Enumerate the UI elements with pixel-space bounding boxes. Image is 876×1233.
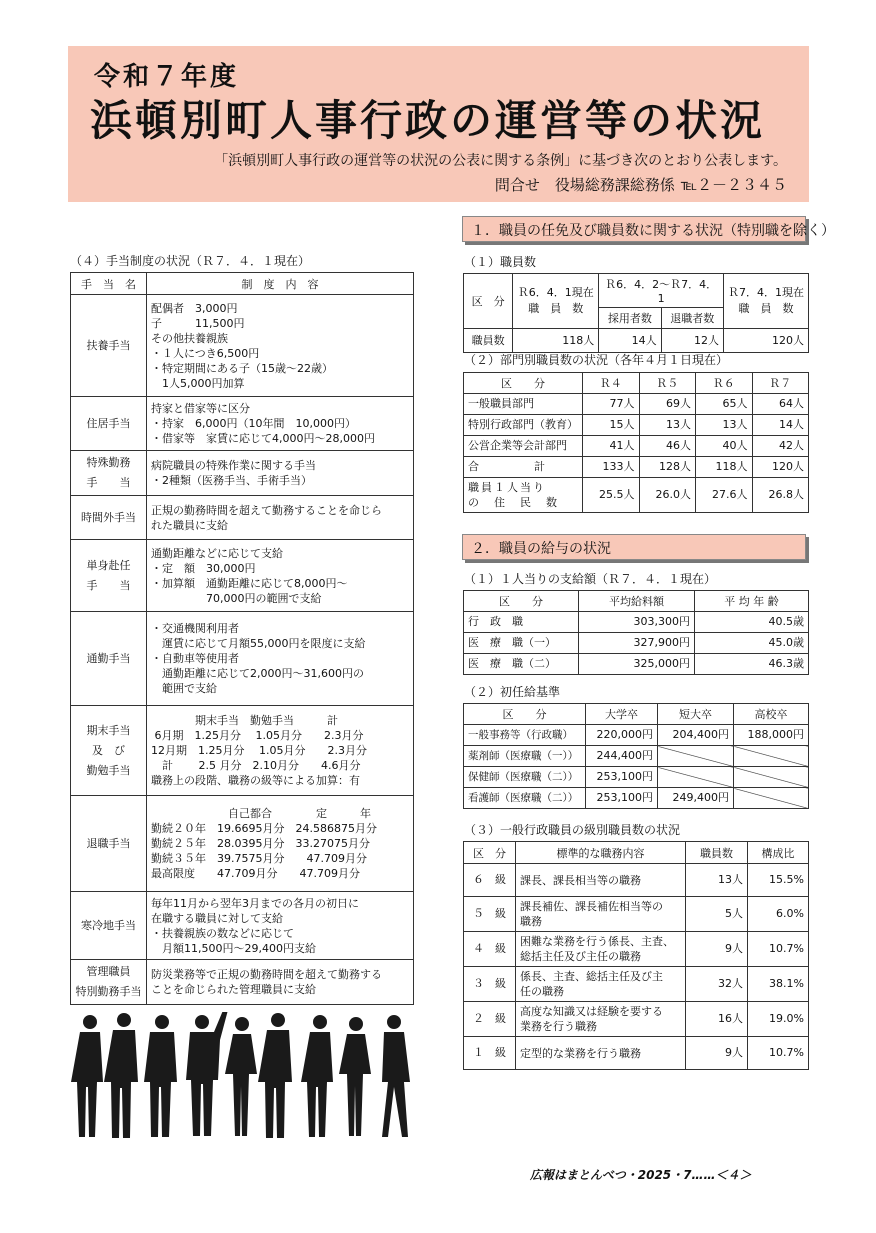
avg-pay-value: 327,900円 <box>579 633 695 654</box>
starting-pay-value: 188,000円 <box>734 725 809 746</box>
dept-staff-value: 25.5人 <box>583 478 640 513</box>
avg-pay-table <box>463 590 809 675</box>
allowance-name: 特殊勤務 手 当 <box>71 451 147 496</box>
allowance-name: 住居手当 <box>71 397 147 451</box>
starting-pay-empty-cell <box>734 788 809 809</box>
grade-row <box>464 1002 809 1037</box>
dept-staff-col-header: Ｒ５ <box>639 373 696 394</box>
avg-pay-label: 行 政 職 <box>464 612 579 633</box>
dept-staff-value: 69人 <box>639 394 696 415</box>
allowance-content: 毎年11月から翌年3月までの各月の初日に 在職する職員に対して支給 ・扶養親族の数などに応じて 月額11,500円～29,400円支給 <box>147 892 414 960</box>
grade-ratio: 38.1% <box>748 967 809 1002</box>
dept-staff-header <box>464 373 809 394</box>
allowance-row <box>71 540 414 612</box>
dept-staff-table <box>463 372 809 513</box>
dept-staff-col-header: Ｒ７ <box>752 373 809 394</box>
starting-pay-header <box>464 704 809 725</box>
starting-pay-label: 看護師（医療職（二）） <box>464 788 586 809</box>
allowance-row <box>71 451 414 496</box>
allowance-name: 扶養手当 <box>71 295 147 397</box>
starting-pay-row <box>464 746 809 767</box>
allowance-content: 期末手当 勤勉手当 計 6月期 1.25月分 1.05月分 2.3月分 12月期 1.25月分 1.05月分 2.3月分 計 2.5 月分 2.10月分 4.6月分 職務上の段階、職務の級等による加算：有 <box>147 706 414 796</box>
dept-staff-value: 26.8人 <box>752 478 809 513</box>
staff-count-table <box>463 273 809 353</box>
starting-pay-row <box>464 767 809 788</box>
staff-count-h-retired: 退職者数 <box>661 308 723 329</box>
staff-count-label: 職員数 <box>464 329 513 353</box>
staff-count-value: 12人 <box>661 329 723 353</box>
grade-table <box>463 841 809 1070</box>
starting-pay-row <box>464 788 809 809</box>
allowance-name: 管理職員 特別勤務手当 <box>71 960 147 1005</box>
grade-duty: 課長、課長相当等の職務 <box>516 864 686 897</box>
allowance-heading: （４）手当制度の状況（Ｒ７．４．１現在） <box>70 254 311 268</box>
grade-count: 32人 <box>686 967 748 1002</box>
grade-row <box>464 967 809 1002</box>
starting-pay-col-header: 大学卒 <box>586 704 658 725</box>
allowance-name: 単身赴任 手 当 <box>71 540 147 612</box>
avg-pay-col-header: 平均給料額 <box>579 591 695 612</box>
grade-col-header: 標準的な職務内容 <box>516 842 686 864</box>
avg-pay-label: 医 療 職（二） <box>464 654 579 675</box>
dept-staff-row <box>464 436 809 457</box>
avg-pay-heading: （１）１人当りの支給額（Ｒ７．４．１現在） <box>464 572 717 586</box>
grade-duty: 高度な知識又は経験を要する 業務を行う職務 <box>516 1002 686 1037</box>
starting-pay-heading: （２）初任給基準 <box>464 685 561 699</box>
grade-rows <box>464 864 809 1070</box>
avg-pay-value: 325,000円 <box>579 654 695 675</box>
grade-row <box>464 897 809 932</box>
section2-title: ２．職員の給与の状況 <box>462 534 806 560</box>
starting-pay-col-header: 短大卒 <box>658 704 734 725</box>
dept-staff-value: 14人 <box>752 415 809 436</box>
starting-pay-value: 244,400円 <box>586 746 658 767</box>
grade-count: 16人 <box>686 1002 748 1037</box>
dept-staff-value: 13人 <box>639 415 696 436</box>
avg-pay-value: 40.5歳 <box>695 612 809 633</box>
allowance-row <box>71 892 414 960</box>
grade-heading: （３）一般行政職員の級別職員数の状況 <box>464 823 681 837</box>
starting-pay-value: 253,100円 <box>586 767 658 788</box>
contact-text: 問合せ 役場総務課総務係 <box>494 176 675 194</box>
dept-staff-value: 128人 <box>639 457 696 478</box>
dept-staff-value: 65人 <box>696 394 753 415</box>
grade-row <box>464 1037 809 1070</box>
dept-staff-value: 64人 <box>752 394 809 415</box>
grade-col-header: 構成比 <box>748 842 809 864</box>
dept-staff-label: 職員１人当り の 住 民 数 <box>464 478 583 513</box>
allowance-content: 防災業務等で正規の勤務時間を超えて勤務する ことを命じられた管理職員に支給 <box>147 960 414 1005</box>
grade-label: ２ 級 <box>464 1002 516 1037</box>
allowance-content: 自己都合 定 年 勤続２０年 19.6695月分 24.586875月分 勤続２５年 28.0395月分 33.27075月分 勤続３５年 39.7575月分 47.709月分 最高限度 47.709月分 47.709月分 <box>147 796 414 892</box>
allowance-content: 通勤距離などに応じて支給 ・定 額 30,000円 ・加算額 通勤距離に応じて8,000円～ 70,000円の範囲で支給 <box>147 540 414 612</box>
header-contact <box>489 174 787 195</box>
dept-staff-row <box>464 457 809 478</box>
grade-row <box>464 864 809 897</box>
grade-col-header: 区 分 <box>464 842 516 864</box>
dept-staff-label: 合 計 <box>464 457 583 478</box>
dept-staff-value: 26.0人 <box>639 478 696 513</box>
dept-staff-value: 133人 <box>583 457 640 478</box>
staff-count-h-r6: Ｒ6．4．1現在 職 員 数 <box>513 274 599 329</box>
allowance-col-name: 手 当 名 <box>71 273 147 295</box>
dept-staff-row <box>464 415 809 436</box>
avg-pay-value: 45.0歳 <box>695 633 809 654</box>
dept-staff-value: 118人 <box>696 457 753 478</box>
allowance-content: 配偶者 3,000円 子 11,500円 その他扶養親族 ・１人につき6,500円 ・特定期間にある子（15歳～22歳） 1人5,000円加算 <box>147 295 414 397</box>
grade-label: １ 級 <box>464 1037 516 1070</box>
allowance-name: 退職手当 <box>71 796 147 892</box>
allowance-col-content: 制 度 内 容 <box>147 273 414 295</box>
grade-label: ４ 級 <box>464 932 516 967</box>
grade-row <box>464 932 809 967</box>
starting-pay-table <box>463 703 809 809</box>
staff-count-h-period: Ｒ6．4．2～Ｒ7．4．1 <box>599 274 724 308</box>
grade-count: 9人 <box>686 1037 748 1070</box>
allowance-name: 寒冷地手当 <box>71 892 147 960</box>
staff-count-value: 14人 <box>599 329 661 353</box>
grade-count: 5人 <box>686 897 748 932</box>
starting-pay-value: 220,000円 <box>586 725 658 746</box>
allowance-content: 持家と借家等に区分 ・持家 6,000円（10年間 10,000円） ・借家等 家賃に応じて4,000円～28,000円 <box>147 397 414 451</box>
starting-pay-empty-cell <box>734 767 809 788</box>
allowance-row <box>71 796 414 892</box>
allowance-name: 時間外手当 <box>71 496 147 540</box>
allowance-row <box>71 960 414 1005</box>
grade-duty: 定型的な業務を行う職務 <box>516 1037 686 1070</box>
starting-pay-rows <box>464 725 809 809</box>
dept-staff-value: 40人 <box>696 436 753 457</box>
starting-pay-empty-cell <box>734 746 809 767</box>
starting-pay-label: 保健師（医療職（二）） <box>464 767 586 788</box>
avg-pay-row <box>464 612 809 633</box>
grade-header <box>464 842 809 864</box>
dept-staff-value: 15人 <box>583 415 640 436</box>
avg-pay-value: 303,300円 <box>579 612 695 633</box>
dept-staff-value: 42人 <box>752 436 809 457</box>
dept-staff-col-header: Ｒ６ <box>696 373 753 394</box>
dept-staff-value: 41人 <box>583 436 640 457</box>
business-people-illustration <box>70 1012 420 1142</box>
allowance-rows <box>71 295 414 1005</box>
avg-pay-col-header: 平 均 年 齢 <box>695 591 809 612</box>
allowance-content: 病院職員の特殊作業に関する手当 ・2種類（医務手当、手術手当） <box>147 451 414 496</box>
starting-pay-value: 249,400円 <box>658 788 734 809</box>
avg-pay-row <box>464 633 809 654</box>
dept-staff-heading: （２）部門別職員数の状況（各年４月１日現在） <box>464 353 729 367</box>
allowance-row <box>71 496 414 540</box>
header-banner <box>68 46 809 202</box>
avg-pay-row <box>464 654 809 675</box>
grade-label: ５ 級 <box>464 897 516 932</box>
dept-staff-label: 特別行政部門（教育） <box>464 415 583 436</box>
dept-staff-col-header: Ｒ４ <box>583 373 640 394</box>
allowance-row <box>71 612 414 706</box>
grade-duty: 係長、主査、総括主任及び主 任の職務 <box>516 967 686 1002</box>
avg-pay-value: 46.3歳 <box>695 654 809 675</box>
dept-staff-label: 一般職員部門 <box>464 394 583 415</box>
staff-count-heading: （１）職員数 <box>464 255 537 269</box>
starting-pay-empty-cell <box>658 767 734 788</box>
starting-pay-value: 204,400円 <box>658 725 734 746</box>
dept-staff-value: 13人 <box>696 415 753 436</box>
grade-ratio: 10.7% <box>748 1037 809 1070</box>
dept-staff-row <box>464 394 809 415</box>
dept-staff-value: 46人 <box>639 436 696 457</box>
starting-pay-row <box>464 725 809 746</box>
grade-ratio: 6.0% <box>748 897 809 932</box>
grade-col-header: 職員数 <box>686 842 748 864</box>
dept-staff-value: 27.6人 <box>696 478 753 513</box>
starting-pay-value: 253,100円 <box>586 788 658 809</box>
dept-staff-row <box>464 478 809 513</box>
dept-staff-value: 77人 <box>583 394 640 415</box>
staff-count-value: 118人 <box>513 329 599 353</box>
dept-staff-col-header: 区 分 <box>464 373 583 394</box>
grade-duty: 困難な業務を行う係長、主査、 総括主任及び主任の職務 <box>516 932 686 967</box>
staff-count-h-r7: Ｒ7．4．1現在 職 員 数 <box>724 274 809 329</box>
staff-count-h-hired: 採用者数 <box>599 308 661 329</box>
starting-pay-col-header: 高校卒 <box>734 704 809 725</box>
staff-count-value: 120人 <box>724 329 809 353</box>
starting-pay-label: 薬剤師（医療職（一）） <box>464 746 586 767</box>
grade-label: ６ 級 <box>464 864 516 897</box>
grade-count: 13人 <box>686 864 748 897</box>
allowance-name: 通勤手当 <box>71 612 147 706</box>
header-subtitle: 令和７年度 <box>94 62 240 92</box>
page-footer: 広報はまとんべつ・2025・7……＜４＞ <box>530 1168 752 1182</box>
avg-pay-header <box>464 591 809 612</box>
allowance-row <box>71 706 414 796</box>
avg-pay-label: 医 療 職（一） <box>464 633 579 654</box>
allowance-name: 期末手当 及 び 勤勉手当 <box>71 706 147 796</box>
section1-title: １．職員の任免及び職員数に関する状況（特別職を除く） <box>462 216 806 242</box>
dept-staff-value: 120人 <box>752 457 809 478</box>
allowance-table <box>70 272 414 1005</box>
starting-pay-col-header: 区 分 <box>464 704 586 725</box>
dept-staff-label: 公営企業等会計部門 <box>464 436 583 457</box>
grade-label: ３ 級 <box>464 967 516 1002</box>
grade-ratio: 15.5% <box>748 864 809 897</box>
avg-pay-col-header: 区 分 <box>464 591 579 612</box>
header-description: 「浜頓別町人事行政の運営等の状況の公表に関する条例」に基づき次のとおり公表します。 <box>214 153 787 169</box>
allowance-row <box>71 397 414 451</box>
contact-tel: ℡２－２３４５ <box>680 176 787 194</box>
grade-ratio: 19.0% <box>748 1002 809 1037</box>
starting-pay-label: 一般事務等（行政職） <box>464 725 586 746</box>
allowance-content: ・交通機関利用者 運賃に応じて月額55,000円を限度に支給 ・自動車等使用者 通勤距離に応じて2,000円～31,600円の 範囲で支給 <box>147 612 414 706</box>
allowance-row <box>71 295 414 397</box>
starting-pay-empty-cell <box>658 746 734 767</box>
avg-pay-rows <box>464 612 809 675</box>
grade-duty: 課長補佐、課長補佐相当等の 職務 <box>516 897 686 932</box>
grade-count: 9人 <box>686 932 748 967</box>
page-title: 浜頓別町人事行政の運営等の状況 <box>90 96 766 145</box>
allowance-content: 正規の勤務時間を超えて勤務することを命じら れた職員に支給 <box>147 496 414 540</box>
grade-ratio: 10.7% <box>748 932 809 967</box>
dept-staff-rows <box>464 394 809 513</box>
staff-count-h-kubun: 区 分 <box>464 274 513 329</box>
